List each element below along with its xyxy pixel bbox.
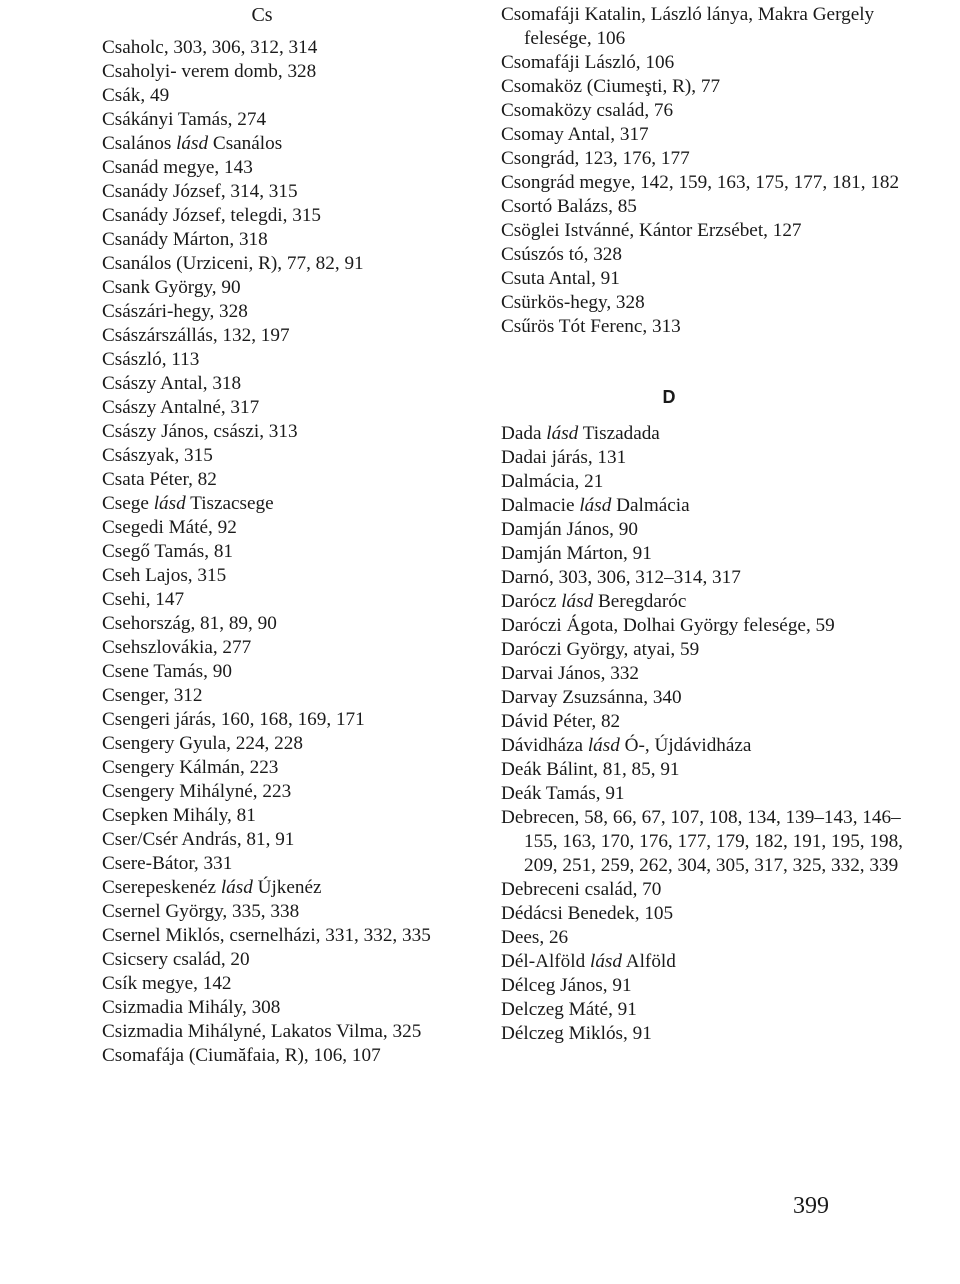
index-entry [102,660,442,684]
index-entry [501,147,921,171]
index-list-d [501,422,921,1046]
index-entry-see-also: lásd [220,877,253,898]
index-entry [501,315,921,339]
index-entry [102,804,442,828]
index-entry [102,132,442,156]
index-entry-text: Délczeg Miklós, 91 [501,1023,652,1044]
index-entry [501,926,921,950]
index-entry-text: Császy János, császi, 313 [102,421,298,442]
index-entry [102,636,442,660]
index-entry [501,1022,921,1046]
index-entry-text: Darvai János, 332 [501,663,640,684]
section-heading-d: D [662,387,676,407]
index-entry-text: Csanády József, 314, 315 [102,181,298,202]
index-entry [501,974,921,998]
index-entry-text: Dávidháza [501,735,588,756]
index-entry [501,638,921,662]
index-entry-text: Csaholyi- verem domb, 328 [102,61,317,82]
index-entry-text: Cser/Csér András, 81, 91 [102,829,295,850]
index-entry-text: Dávid Péter, 82 [501,711,621,732]
index-entry-text: Csákányi Tamás, 274 [102,109,267,130]
index-entry-text: Debreceni család, 70 [501,879,662,900]
index-entry-text: Csengery Gyula, 224, 228 [102,733,303,754]
index-entry-see-also: lásd [153,493,186,514]
index-entry-text: Debrecen, 58, 66, 67, 107, 108, 134, 139–143, 146–155, 163, 170, 176, 177, 179, 182, 191, 195, 198, 209, 251, 259, 262, 304, 305, 317, 325, 332, 339 [501,807,903,876]
index-entry-text: Császárszállás, 132, 197 [102,325,290,346]
index-entry-text: Daróczi Ágota, Dolhai György felesége, 59 [501,615,835,636]
index-entry-target: Tiszacsege [185,493,274,514]
index-entry [102,204,442,228]
index-entry [501,710,921,734]
index-entry-text: Csalános [102,133,177,154]
index-entry-text: Csomaközy család, 76 [501,100,674,121]
index-entry-text: Csík megye, 142 [102,973,232,994]
index-entry-target: Beregdaróc [593,591,687,612]
index-entry [501,75,921,99]
index-entry [102,612,442,636]
index-entry [501,291,921,315]
index-entry-text: Csanády Márton, 318 [102,229,268,250]
index-entry [501,734,921,758]
index-entry [102,156,442,180]
index-entry-text: Cserepeskenéz [102,877,221,898]
index-entry [102,396,442,420]
index-entry-text: Csomafáji László, 106 [501,52,675,73]
index-entry-text: Damján János, 90 [501,519,638,540]
index-entry [501,902,921,926]
index-entry [102,108,442,132]
index-entry [501,590,921,614]
index-entry [501,51,921,75]
index-entry [501,782,921,806]
index-entry-text: Császy Antalné, 317 [102,397,260,418]
index-entry [102,588,442,612]
index-entry-target: Újkenéz [252,877,322,898]
index-entry-text: Dadai járás, 131 [501,447,627,468]
index-entry [102,324,442,348]
index-entry-text: Csank György, 90 [102,277,241,298]
index-entry-text: Csák, 49 [102,85,170,106]
index-entry [501,422,921,446]
index-entry [102,1044,442,1068]
index-entry-text: Csenger, 312 [102,685,203,706]
index-list-cs-continued [501,3,921,339]
index-entry [102,996,442,1020]
index-entry [102,252,442,276]
index-entry-text: Csúszós tó, 328 [501,244,622,265]
index-entry [501,758,921,782]
index-entry-text: Csengery Kálmán, 223 [102,757,279,778]
index-entry-text: Csanád megye, 143 [102,157,253,178]
index-entry-target: Ó-, Újdávidháza [619,735,752,756]
index-entry [102,564,442,588]
index-entry-text: Csongrád megye, 142, 159, 163, 175, 177, 181, 182 [501,172,900,193]
index-entry-text: Csehi, 147 [102,589,185,610]
index-entry-text: Csernel György, 335, 338 [102,901,300,922]
index-entry-text: Csernel Miklós, csernelházi, 331, 332, 335 [102,925,431,946]
index-entry-text: Deák Bálint, 81, 85, 91 [501,759,680,780]
index-entry [501,195,921,219]
index-entry [102,948,442,972]
index-entry [102,468,442,492]
index-entry [102,876,442,900]
index-entry-text: Csomafája (Ciumăfaia, R), 106, 107 [102,1045,381,1066]
index-entry-text: Csene Tamás, 90 [102,661,232,682]
index-entry-text: Csere-Bátor, 331 [102,853,233,874]
index-entry-target: Dalmácia [611,495,690,516]
index-entry-text: Csepken Mihály, 81 [102,805,256,826]
index-entry-text: Csürkös-hegy, 328 [501,292,645,313]
index-entry-text: Cseh Lajos, 315 [102,565,227,586]
index-entry-target: Tiszadada [578,423,660,444]
index-entry-text: Csomay Antal, 317 [501,124,649,145]
index-entry-see-also: lásd [546,423,579,444]
index-entry-see-also: lásd [579,495,612,516]
index-entry [501,243,921,267]
index-entry [102,516,442,540]
index-entry [501,99,921,123]
index-entry-see-also: lásd [561,591,594,612]
index-entry [102,924,442,948]
index-entry-text: Dédácsi Benedek, 105 [501,903,674,924]
index-entry-text: Csomafáji Katalin, László lánya, Makra Gergely felesége, 106 [501,4,875,49]
index-entry [501,446,921,470]
index-entry [501,998,921,1022]
index-entry-text: Csehország, 81, 89, 90 [102,613,277,634]
index-entry [102,492,442,516]
index-entry [501,566,921,590]
index-entry-text: Dalmacie [501,495,580,516]
index-entry-text: Csanády József, telegdi, 315 [102,205,322,226]
index-entry-text: Csortó Balázs, 85 [501,196,637,217]
index-entry-text: Damján Márton, 91 [501,543,652,564]
index-entry-text: Darvay Zsuzsánna, 340 [501,687,682,708]
index-entry [102,348,442,372]
index-entry-text: Darnó, 303, 306, 312–314, 317 [501,567,741,588]
index-entry [102,300,442,324]
index-entry-text: Dada [501,423,547,444]
index-entry-see-also: lásd [176,133,209,154]
index-entry-text: Csomaköz (Ciumeşti, R), 77 [501,76,721,97]
index-entry-see-also: lásd [590,951,622,972]
index-entry [102,732,442,756]
page-number: 399 [793,1193,829,1219]
index-entry [102,228,442,252]
index-entry-text: Csegő Tamás, 81 [102,541,234,562]
index-entry-target: Csanálos [208,133,283,154]
index-entry [501,267,921,291]
index-entry-text: Deák Tamás, 91 [501,783,625,804]
index-entry-text: Csongrád, 123, 176, 177 [501,148,690,169]
index-entry [102,708,442,732]
index-entry [102,420,442,444]
index-entry [102,372,442,396]
index-entry [102,900,442,924]
index-entry-text: Csegedi Máté, 92 [102,517,237,538]
index-entry [102,684,442,708]
index-entry-text: Császló, 113 [102,349,200,370]
index-entry-text: Csata Péter, 82 [102,469,217,490]
index-entry-text: Csehszlovákia, 277 [102,637,252,658]
index-entry [102,276,442,300]
index-entry [501,614,921,638]
index-entry [102,180,442,204]
index-entry [102,756,442,780]
index-entry-text: Csűrös Tót Ferenc, 313 [501,316,681,337]
index-entry-text: Csaholc, 303, 306, 312, 314 [102,37,318,58]
index-entry [102,36,442,60]
index-entry [501,3,921,51]
index-entry-text: Dalmácia, 21 [501,471,604,492]
index-entry [501,171,921,195]
index-entry [501,470,921,494]
index-entry-text: Délceg János, 91 [501,975,632,996]
index-entry [102,540,442,564]
index-entry-text: Csizmadia Mihály, 308 [102,997,281,1018]
index-entry-text: Csuta Antal, 91 [501,268,620,289]
index-entry [501,662,921,686]
index-entry-text: Csöglei Istvánné, Kántor Erzsébet, 127 [501,220,802,241]
index-entry [501,806,921,878]
index-entry [501,878,921,902]
index-entry [102,780,442,804]
index-entry-text: Császy Antal, 318 [102,373,242,394]
index-list-cs [102,36,442,1068]
index-entry-text: Csengeri járás, 160, 168, 169, 171 [102,709,365,730]
index-entry [102,444,442,468]
index-entry-text: Dees, 26 [501,927,569,948]
index-entry-text: Csanálos (Urziceni, R), 77, 82, 91 [102,253,364,274]
index-entry [501,686,921,710]
index-entry [102,972,442,996]
index-entry [102,60,442,84]
index-entry-see-also: lásd [587,735,620,756]
index-entry [102,1020,442,1044]
index-entry [102,828,442,852]
index-entry-text: Csege [102,493,154,514]
section-heading-cs: Cs [251,4,273,26]
index-entry-text: Daróczi György, atyai, 59 [501,639,700,660]
index-entry [501,219,921,243]
index-entry [501,950,921,974]
index-entry [102,852,442,876]
index-entry [501,494,921,518]
index-entry [501,123,921,147]
index-entry-target: Alföld [622,951,676,972]
index-entry-text: Császári-hegy, 328 [102,301,248,322]
index-entry-text: Dél-Alföld [501,951,590,972]
index-entry-text: Csicsery család, 20 [102,949,250,970]
index-entry-text: Csizmadia Mihályné, Lakatos Vilma, 325 [102,1021,422,1042]
index-entry [102,84,442,108]
index-entry [501,518,921,542]
index-entry-text: Darócz [501,591,562,612]
index-entry-text: Császyak, 315 [102,445,213,466]
index-entry-text: Delczeg Máté, 91 [501,999,637,1020]
index-entry [501,542,921,566]
index-entry-text: Csengery Mihályné, 223 [102,781,292,802]
